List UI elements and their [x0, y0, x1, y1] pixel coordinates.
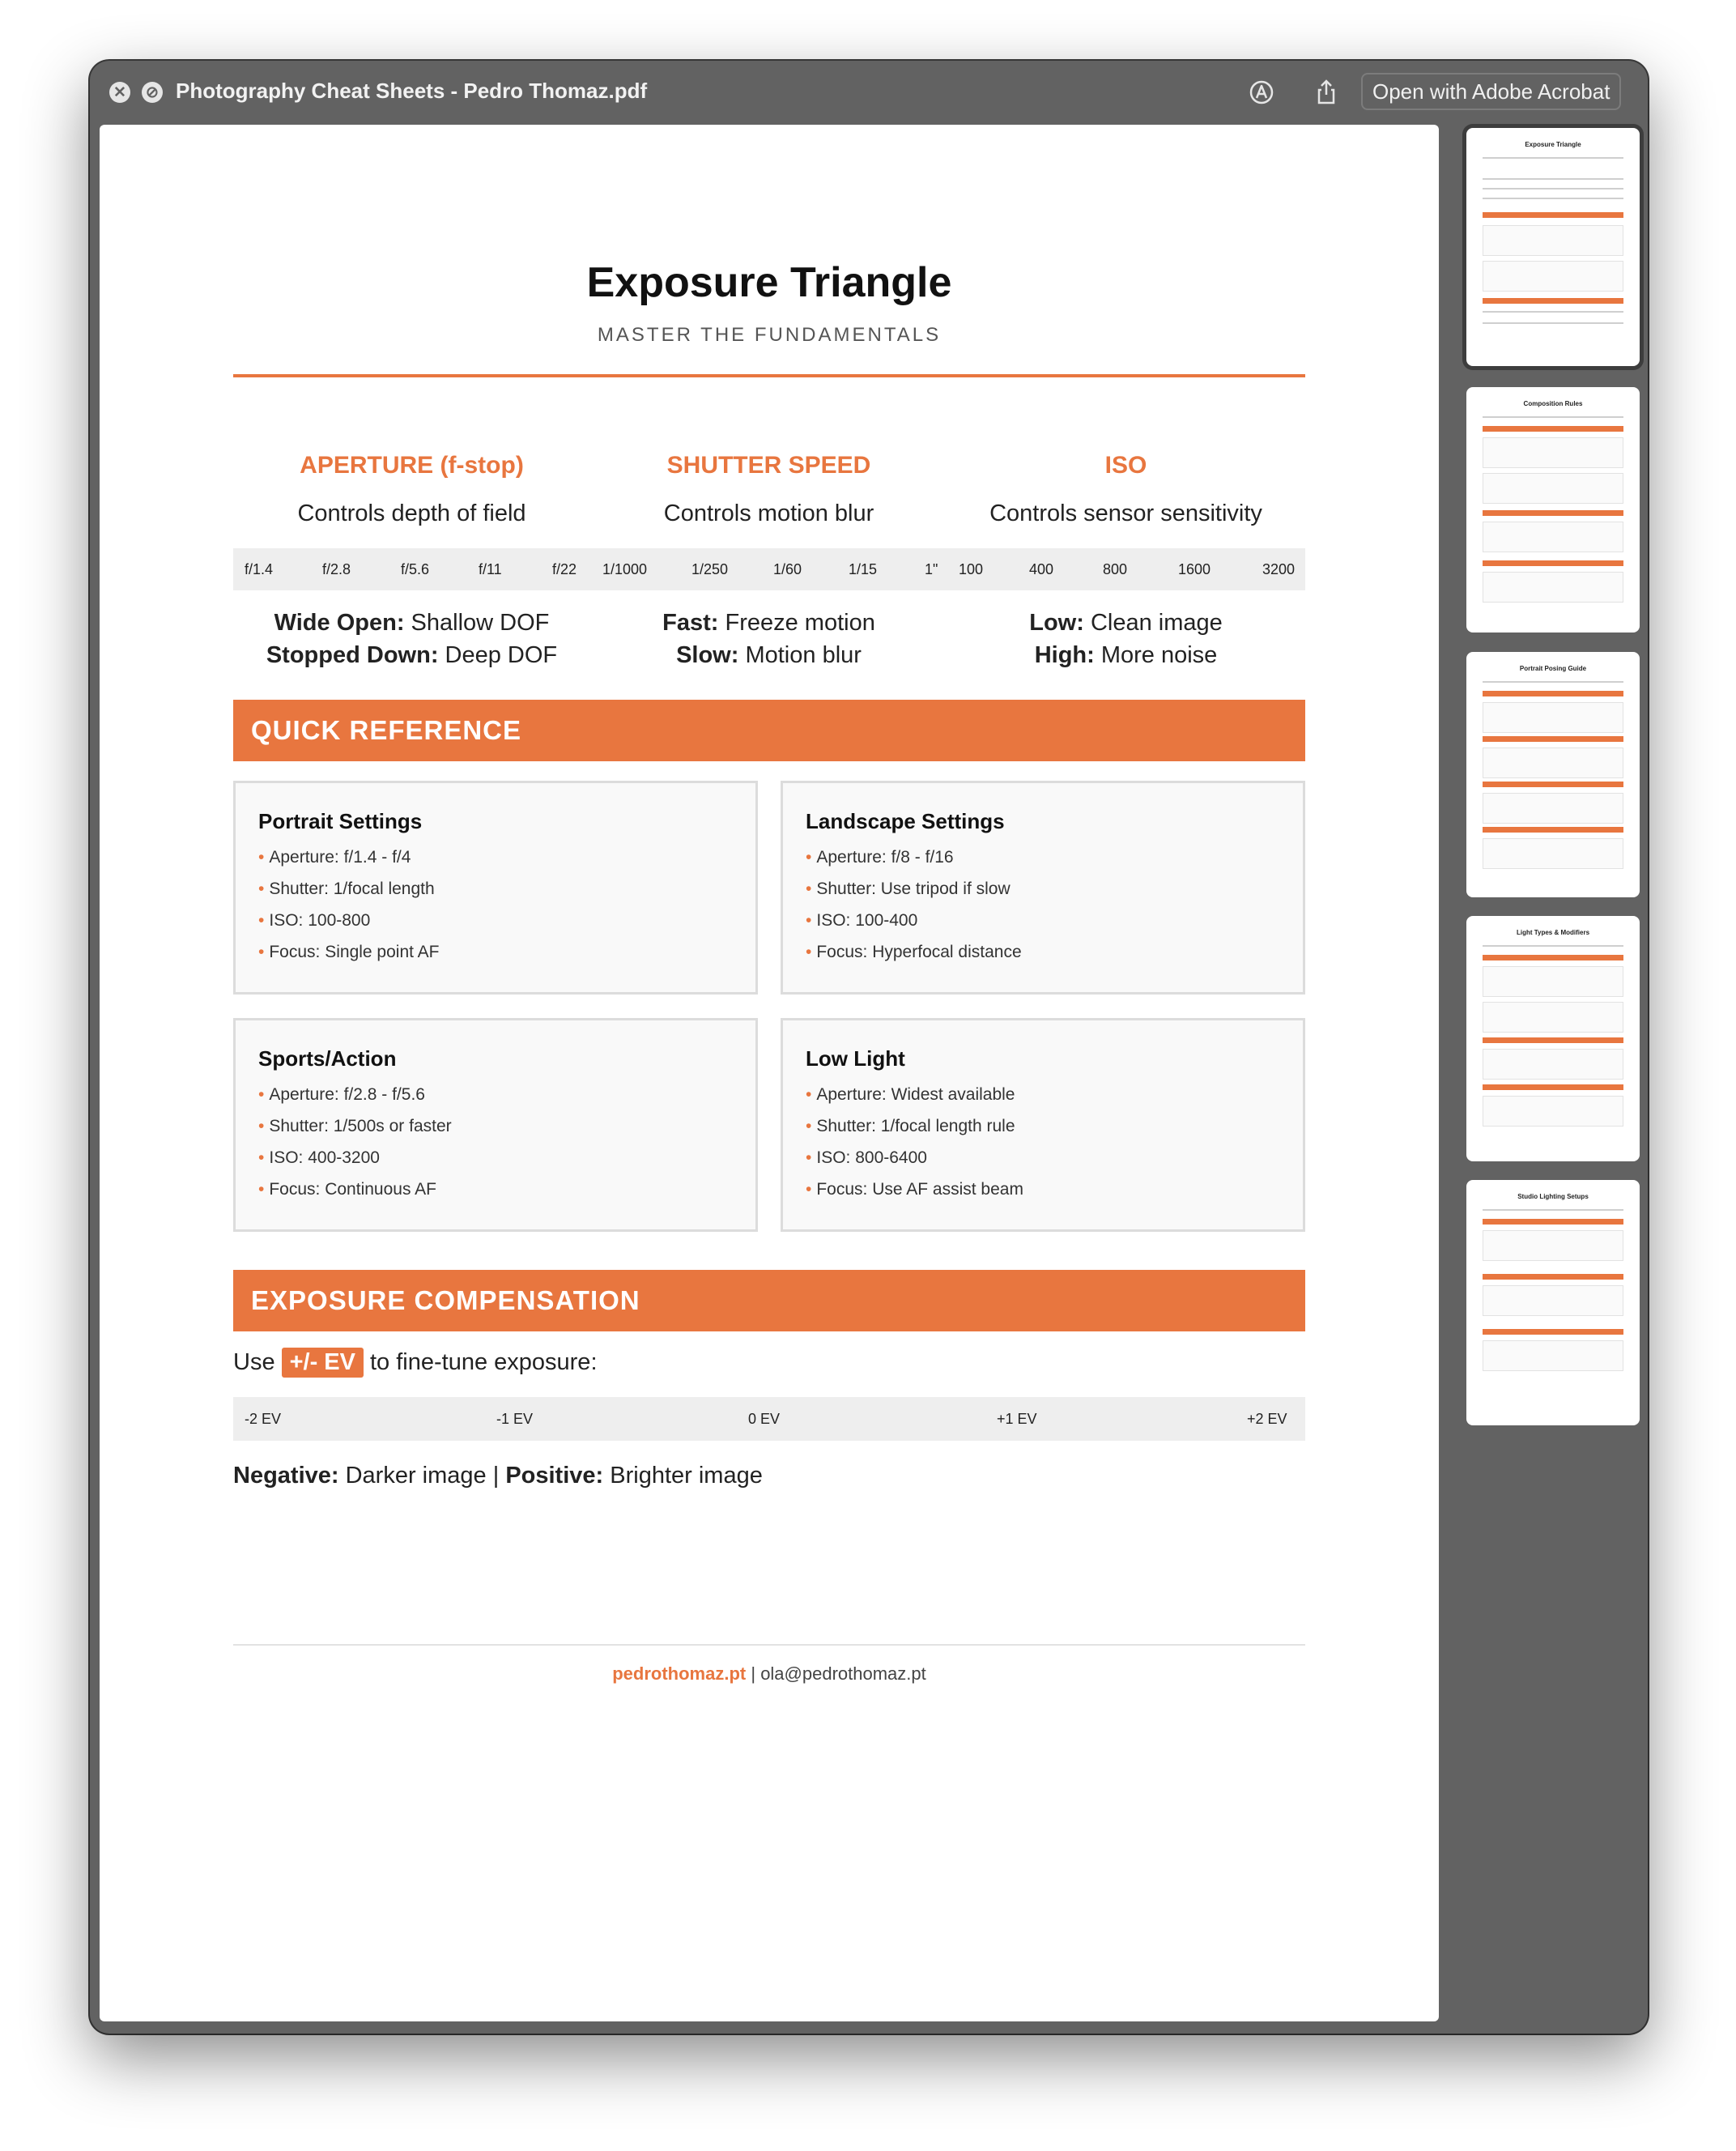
minimize-icon[interactable]: ⊘ [142, 82, 163, 103]
footer-divider [233, 1644, 1305, 1646]
thumbnail-card [1483, 838, 1623, 869]
scale-value: 1/1000 [602, 561, 648, 577]
scale-value: f/11 [479, 561, 502, 577]
exposure-scale-bar [233, 548, 1305, 590]
shutter-heading: SHUTTER SPEED [666, 452, 871, 479]
landscape-settings-card [781, 781, 1305, 995]
thumbnail-line [1483, 311, 1623, 313]
note-text: Motion blur [738, 642, 862, 668]
scale-value: 1/60 [773, 561, 802, 577]
scale-value: f/2.8 [322, 561, 351, 577]
page-thumbnail-2[interactable] [1466, 387, 1640, 633]
thumbnail-card [1483, 793, 1623, 824]
page-thumbnail-4[interactable] [1466, 916, 1640, 1161]
thumbnail-line [1483, 188, 1623, 190]
ev-value: -2 EV [245, 1411, 282, 1427]
card-list [806, 848, 1022, 974]
thumbnail-title: Composition Rules [1523, 400, 1583, 407]
list-item: • Focus: Single point AF [258, 943, 439, 974]
aperture-notes [233, 607, 590, 671]
scale-value: 1/15 [849, 561, 878, 577]
ev-value: +2 EV [1247, 1411, 1287, 1427]
thumbnail-card [1483, 1096, 1623, 1127]
negative-text: Darker image | [338, 1463, 506, 1489]
low-light-card [781, 1018, 1305, 1232]
list-item: • Focus: Hyperfocal distance [806, 943, 1022, 974]
list-item: • Shutter: Use tripod if slow [806, 880, 1022, 911]
ev-intro-before: Use [233, 1349, 275, 1375]
thumbnail-section-bar [1483, 426, 1623, 432]
thumbnail-section-bar [1483, 827, 1623, 833]
thumbnail-line [1483, 322, 1623, 324]
thumbnail-section-bar [1483, 736, 1623, 742]
list-item: • Aperture: f/8 - f/16 [806, 848, 1022, 880]
thumbnail-card [1483, 1002, 1623, 1033]
thumbnail-title: Studio Lighting Setups [1517, 1193, 1589, 1200]
close-icon[interactable]: ✕ [109, 82, 130, 103]
thumbnail-title: Exposure Triangle [1525, 141, 1581, 148]
ev-badge: +/- EV [282, 1348, 364, 1378]
aperture-heading: APERTURE (f-stop) [300, 452, 524, 479]
thumbnail-line [1483, 178, 1623, 180]
thumbnail-section-bar [1483, 298, 1623, 304]
thumbnail-card [1483, 966, 1623, 997]
note-text: More noise [1094, 642, 1218, 668]
card-title: Sports/Action [258, 1046, 397, 1071]
title-bar [90, 61, 1648, 124]
ev-intro-after: to fine-tune exposure: [369, 1349, 598, 1375]
list-item: • Aperture: f/2.8 - f/5.6 [258, 1085, 452, 1117]
window-title: Photography Cheat Sheets - Pedro Thomaz.pdf [176, 79, 648, 103]
page-subtitle: MASTER THE FUNDAMENTALS [597, 324, 942, 346]
shutter-description: Controls motion blur [663, 500, 874, 526]
card-list [258, 1085, 452, 1212]
list-item: • ISO: 800-6400 [806, 1148, 1023, 1180]
scale-value: 800 [1103, 561, 1128, 577]
negative-label: Negative: [233, 1463, 339, 1489]
ev-scale-bar [233, 1397, 1305, 1441]
thumbnail-rule [1483, 681, 1623, 683]
thumbnail-section-bar [1483, 1037, 1623, 1043]
note-text: Clean image [1083, 610, 1223, 636]
thumbnail-card [1483, 702, 1623, 733]
shutter-column [590, 452, 947, 527]
thumbnail-card [1483, 1230, 1623, 1261]
thumbnail-section-bar [1483, 955, 1623, 960]
thumbnail-card [1483, 225, 1623, 256]
thumbnail-title: Portrait Posing Guide [1519, 665, 1587, 672]
scale-value: 1/250 [691, 561, 729, 577]
list-item: • ISO: 100-400 [806, 911, 1022, 943]
footer-brand-link[interactable]: pedrothomaz.pt [612, 1663, 747, 1684]
thumbnail-section-bar [1483, 1274, 1623, 1280]
thumbnail-section-bar [1483, 1219, 1623, 1225]
thumbnail-card [1483, 437, 1623, 468]
list-item: • ISO: 400-3200 [258, 1148, 452, 1180]
iso-description: Controls sensor sensitivity [989, 500, 1262, 526]
card-list [806, 1085, 1023, 1212]
scale-value: 100 [959, 561, 984, 577]
thumbnail-card [1483, 748, 1623, 778]
thumbnail-rule [1483, 1209, 1623, 1211]
note-text: Freeze motion [718, 610, 875, 636]
scale-value: f/5.6 [401, 561, 430, 577]
thumbnail-section-bar [1483, 510, 1623, 516]
thumbnail-card [1483, 1285, 1623, 1316]
scale-value: 400 [1029, 561, 1054, 577]
preview-window [90, 61, 1648, 2034]
page-title: Exposure Triangle [586, 259, 952, 306]
page-thumbnail-1[interactable] [1466, 128, 1640, 366]
scale-value: f/22 [552, 561, 577, 577]
card-title: Portrait Settings [258, 809, 423, 833]
thumbnail-rule [1483, 945, 1623, 947]
ev-intro [233, 1348, 598, 1378]
ev-value: 0 EV [748, 1411, 781, 1427]
thumbnail-section-bar [1483, 212, 1623, 218]
note-text: Shallow DOF [404, 610, 550, 636]
ev-value: -1 EV [496, 1411, 534, 1427]
aperture-column [233, 452, 590, 527]
list-item: • Focus: Use AF assist beam [806, 1180, 1023, 1212]
list-item: • Aperture: Widest available [806, 1085, 1023, 1117]
scale-value: 3200 [1262, 561, 1296, 577]
note-label: Low: [1029, 610, 1084, 636]
thumbnail-section-bar [1483, 691, 1623, 696]
aperture-description: Controls depth of field [297, 500, 526, 526]
page-thumbnail-3[interactable] [1466, 652, 1640, 897]
positive-label: Positive: [505, 1463, 604, 1489]
note-label: Wide Open: [274, 610, 405, 636]
exposure-compensation-heading: EXPOSURE COMPENSATION [233, 1270, 1305, 1331]
quick-reference-heading: QUICK REFERENCE [233, 700, 1305, 761]
thumbnail-card [1483, 261, 1623, 292]
list-item: • Aperture: f/1.4 - f/4 [258, 848, 439, 880]
thumbnail-line [1483, 198, 1623, 199]
list-item: • Shutter: 1/500s or faster [258, 1117, 452, 1148]
note-label: Stopped Down: [266, 642, 439, 668]
list-item: • Shutter: 1/focal length [258, 880, 439, 911]
markup-icon[interactable] [1246, 77, 1277, 108]
card-title: Low Light [806, 1046, 905, 1071]
footer-separator: | [746, 1663, 761, 1684]
card-list [258, 848, 439, 974]
footer [100, 1663, 1439, 1685]
card-title: Landscape Settings [806, 809, 1005, 833]
thumbnail-card [1483, 1340, 1623, 1371]
thumbnail-card [1483, 1049, 1623, 1080]
portrait-settings-card [233, 781, 758, 995]
thumbnail-card [1483, 522, 1623, 552]
open-with-acrobat-button[interactable]: Open with Adobe Acrobat [1361, 73, 1621, 110]
pdf-page [100, 125, 1439, 2021]
thumbnail-card [1483, 572, 1623, 603]
iso-heading: ISO [1104, 452, 1147, 479]
note-label: Slow: [676, 642, 739, 668]
thumbnail-rule [1483, 416, 1623, 418]
iso-column [947, 452, 1304, 527]
note-label: High: [1034, 642, 1095, 668]
thumbnail-rule [1483, 157, 1623, 159]
title-divider [233, 374, 1305, 377]
scale-value: 1600 [1178, 561, 1211, 577]
thumbnail-section-bar [1483, 560, 1623, 566]
note-text: Deep DOF [438, 642, 558, 668]
page-thumbnail-5[interactable] [1466, 1180, 1640, 1425]
share-icon[interactable] [1311, 77, 1342, 108]
positive-text: Brighter image [603, 1463, 763, 1489]
scale-value: f/1.4 [245, 561, 274, 577]
ev-note [233, 1463, 763, 1489]
list-item: • ISO: 100-800 [258, 911, 439, 943]
footer-email[interactable]: ola@pedrothomaz.pt [760, 1663, 926, 1684]
iso-notes [947, 607, 1304, 671]
scale-value: 1" [925, 561, 938, 577]
list-item: • Shutter: 1/focal length rule [806, 1117, 1023, 1148]
ev-value: +1 EV [997, 1411, 1037, 1427]
thumbnail-section-bar [1483, 782, 1623, 787]
thumbnail-title: Light Types & Modifiers [1516, 929, 1590, 936]
note-label: Fast: [662, 610, 719, 636]
thumbnail-section-bar [1483, 1084, 1623, 1090]
sports-action-card [233, 1018, 758, 1232]
shutter-notes [590, 607, 947, 671]
list-item: • Focus: Continuous AF [258, 1180, 452, 1212]
thumbnail-card [1483, 473, 1623, 504]
thumbnail-section-bar [1483, 1329, 1623, 1335]
